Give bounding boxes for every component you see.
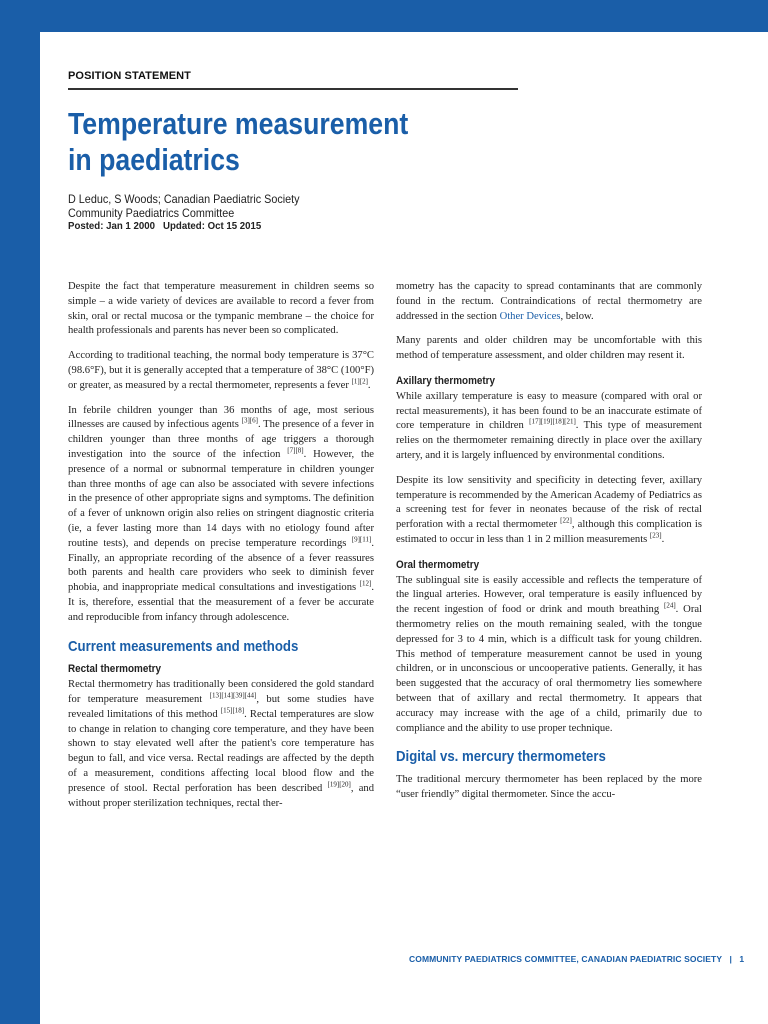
logo-line-1: Canadian — [655, 68, 709, 82]
subsection-heading: Axillary thermometry — [396, 374, 496, 387]
citation[interactable]: [13][14][39][44] — [209, 691, 257, 700]
logo-line-3: Society — [655, 98, 696, 112]
posted-dates — [68, 220, 261, 232]
paragraph: In febrile children younger than 36 months of age, most serious illnesses are caused by infectious agents [3][6]. The presence of a fever in children younger than three months of age triggers a thorough investigation into the source of the infection [7][8]. However, the presence of a normal or subnormal temperature in children younger than three months of age can also be associated with severe infections in the presence of other appropriate signs and symptoms. The definition of a fever of unknown origin also relies on stringent diagnostic criteria (ie, a fever lasting more than 14 days with no etiology found after routine tests), and depends on precise temperature recordings [9][11]. Finally, an appropriate recording of the absence of a fever reassures both parents and health care providers who seek to diminish fever phobia, and inappropriate medical consultations and investigations [12]. It is, therefore, essential that the measurement of a fever be accurate and reproducible from infancy through adolescence. — [68, 404, 375, 623]
right-column — [396, 280, 702, 813]
paragraph: mometry has the capacity to spread contaminants that are commonly found in the rectum. Contraindications of rectal thermometry are addressed in the section Other Devices, below. — [396, 281, 702, 322]
authors: D Leduc, S Woods; Canadian Paediatric Society — [68, 192, 300, 206]
page-title: Temperature measurement in paediatrics — [68, 106, 409, 177]
citation[interactable]: [17][19][18][21] — [529, 417, 576, 426]
paragraph: While axillary temperature is easy to measure (compared with oral or rectal measurements), it has been found to be an inaccurate estimate of core temperature in children [17][19][18][21]. This type of measurement relies on the thermometer remaining directly in place over the axillary artery, and it is largely influenced by environmental conditions. — [396, 390, 702, 461]
footer-separator: | — [729, 954, 732, 964]
page-number: 1 — [739, 954, 745, 964]
committee: Community Paediatrics Committee — [68, 206, 235, 220]
citation[interactable]: [15][18] — [220, 706, 245, 715]
logo-line-2: Paediatric — [655, 83, 711, 97]
posted-date: Posted: Jan 1 2000 — [68, 220, 155, 232]
citation[interactable]: [24] — [664, 601, 676, 610]
subsection-heading: Rectal thermometry — [68, 663, 161, 676]
page-footer — [409, 954, 744, 964]
paragraph: Despite its low sensitivity and specificity in detecting fever, axillary temperature is recommended by the American Academy of Pediatrics as a screening test for fever in neonates because of the risk of rectal perforation with a rectal thermometer [22], although this complication is estimated to occur in less than 1 in 2 million measurements [23]. — [396, 474, 702, 545]
footer-text: COMMUNITY PAEDIATRICS COMMITTEE, CANADIAN PAEDIATRIC SOCIETY — [409, 954, 723, 964]
citation[interactable]: [19][20] — [327, 780, 351, 789]
section-heading: Current measurements and methods — [68, 637, 299, 655]
paragraph: Many parents and older children may be uncomfortable with this method of temperature assessment, and older children may resent it. — [396, 335, 702, 362]
citation[interactable]: [12] — [359, 579, 372, 588]
other-devices-link[interactable]: Other Devices — [499, 310, 561, 322]
subsection-heading: Oral thermometry — [396, 558, 480, 571]
citation[interactable]: [22] — [560, 516, 572, 525]
left-column — [68, 280, 374, 821]
citation[interactable]: [7][8] — [287, 446, 304, 455]
paragraph: According to traditional teaching, the normal body temperature is 37°C (98.6°F), but it is generally accepted that a temperature of 38°C (100°F) or greater, as measured by a rectal thermometer, represents a fever [1][2]. — [68, 350, 374, 391]
document-type-label: POSITION STATEMENT — [68, 70, 192, 82]
citation[interactable]: [1][2] — [351, 377, 368, 386]
header-divider — [68, 88, 518, 90]
updated-date: Updated: Oct 15 2015 — [163, 220, 262, 232]
citation[interactable]: [3][6] — [241, 416, 258, 425]
logo-wordmark — [655, 68, 711, 113]
citation[interactable]: [23] — [649, 531, 662, 540]
paragraph: The traditional mercury thermometer has been replaced by the more “user friendly” digital thermometer. Since the accu- — [396, 774, 702, 800]
paragraph: The sublingual site is easily accessible and reflects the temperature of the lingual arteries. However, oral temperature is easily influenced by the recent ingestion of food or drink and mouth breathing [24]. Oral thermometry relies on the mouth remaining sealed, with the tongue depressed for 3 to 4 min, which is a difficult task for young children. This method of temperature measurement cannot be used in young children, or in unconscious or uncooperative patients. Generally, it has been suggested that the accuracy of oral thermometry lies somewhere between that of axillary and rectal thermometry. It appears that accuracy may increase with the age of a child, primarily due to compliance and the ability to use proper technique. — [396, 574, 702, 734]
paragraph: Despite the fact that temperature measurement in children seems so simple – a wide variety of devices are available to record a fever from skin, oral or rectal mucosa or the tympanic membrane – the choice for health professionals and parents has never been so complicated. — [68, 281, 374, 337]
section-heading: Digital vs. mercury thermometers — [396, 748, 606, 766]
citation[interactable]: [9][11] — [351, 535, 372, 544]
paragraph: Rectal thermometry has traditionally been considered the gold standard for temperature measurement [13][14][39][44], but some studies have revealed limitations of this method [15][18]. Rectal temperatures are slow to change in relation to changing core temperature, and they have been shown to stay elevated well after the patient's core temperature has begun to fall, and vice versa. Rectal readings are affected by the depth of a measurement, conditions affecting local blood flow and the presence of stool. Rectal perforation has been described [19][20], and without proper sterilization techniques, rectal ther- — [68, 679, 374, 809]
